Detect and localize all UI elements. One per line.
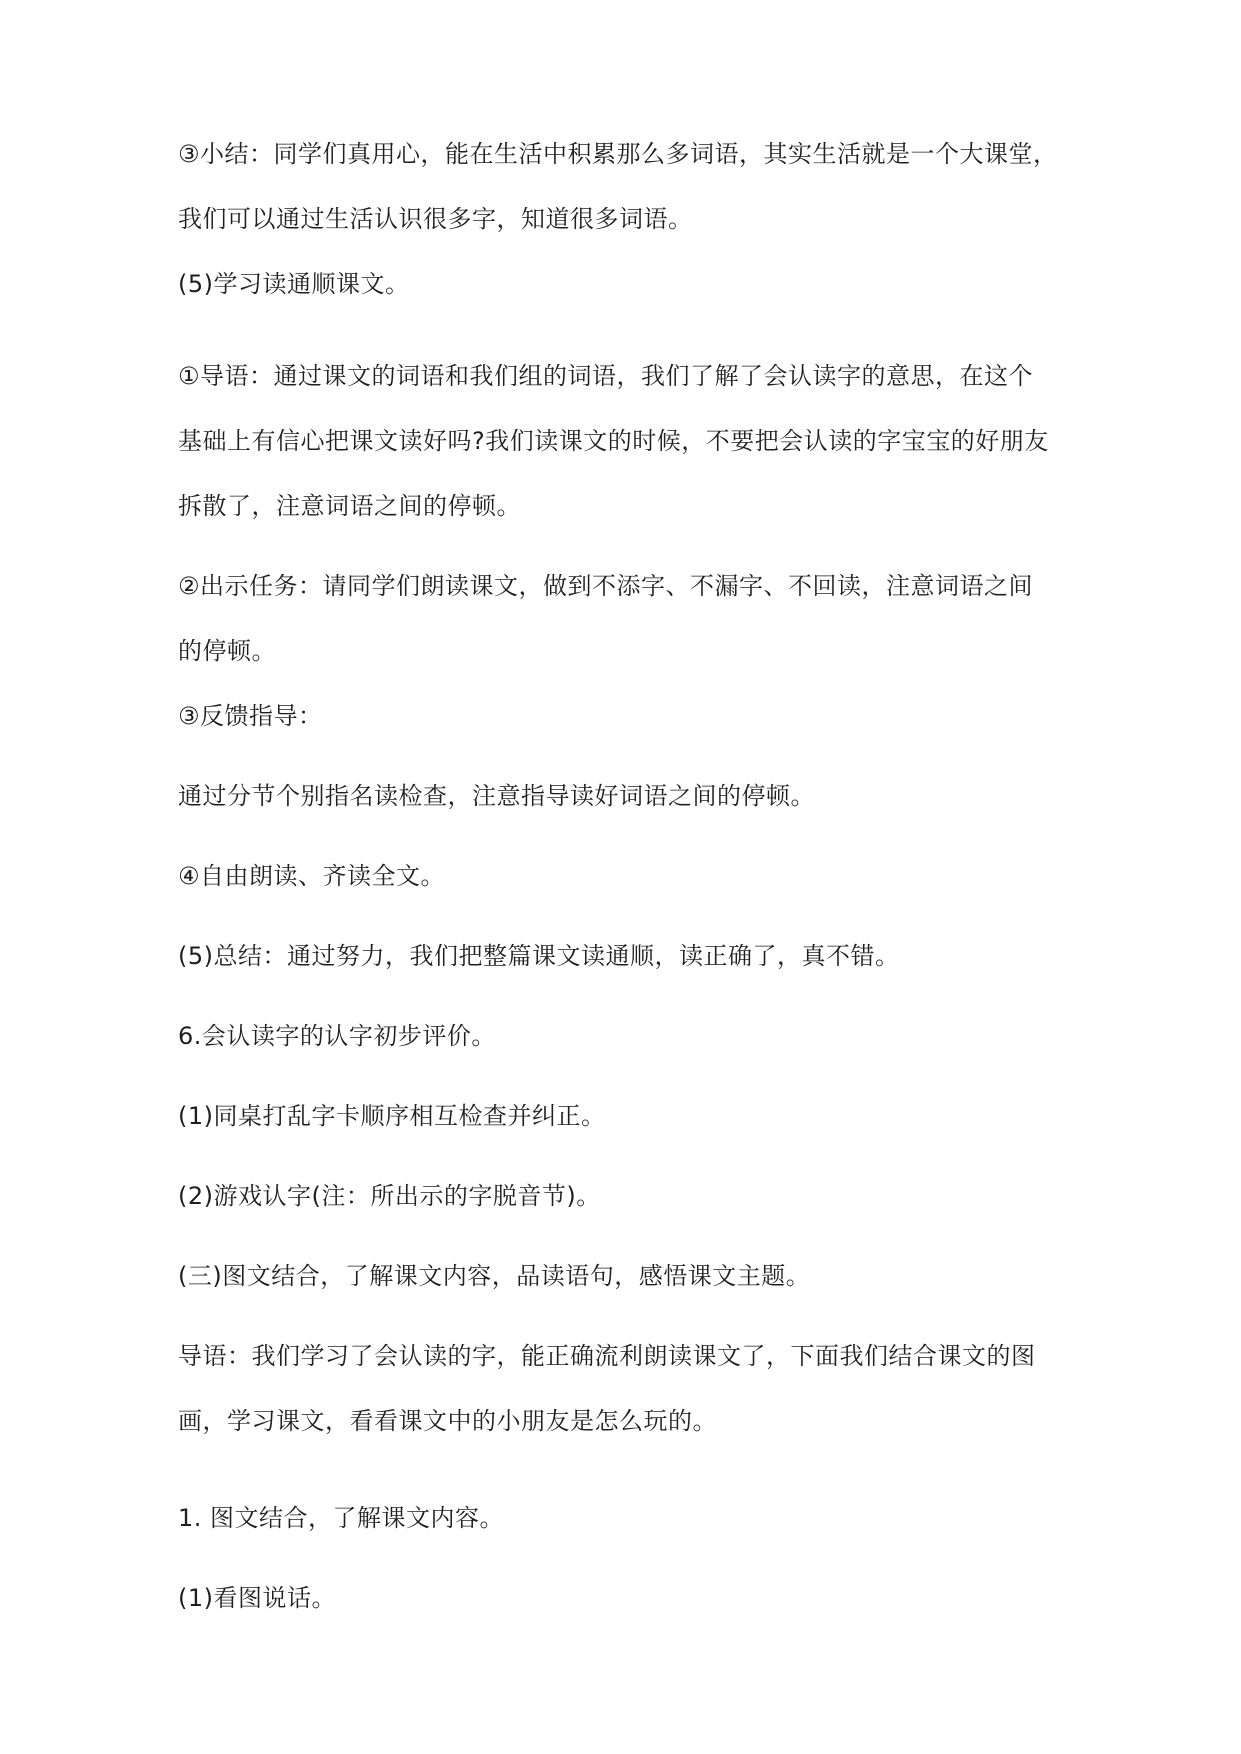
paragraph-guide xyxy=(178,1324,1078,1454)
text-line: ③小结：同学们真用心，能在生活中积累那么多词语，其实生活就是一个大课堂， xyxy=(178,140,1058,168)
paragraph-section-5-heading xyxy=(178,252,1078,317)
text-line: 1. 图文结合，了解课文内容。 xyxy=(178,1504,505,1532)
text-line: ④自由朗读、齐读全文。 xyxy=(178,862,446,890)
text-line: 通过分节个别指名读检查，注意指导读好词语之间的停顿。 xyxy=(178,782,815,810)
text-line: ③反馈指导： xyxy=(178,702,323,730)
text-line: (5)学习读通顺课文。 xyxy=(178,270,410,298)
text-line: 的停顿。 xyxy=(178,637,276,665)
paragraph-section-3-heading xyxy=(178,1244,1078,1309)
paragraph-section-1-heading xyxy=(178,1486,1078,1551)
text-line: (1)同桌打乱字卡顺序相互检查并纠正。 xyxy=(178,1102,606,1130)
text-line: (三)图文结合，了解课文内容，品读语句，感悟课文主题。 xyxy=(178,1262,811,1290)
paragraph-intro xyxy=(178,344,1078,539)
paragraph-section-6-heading xyxy=(178,1004,1078,1069)
paragraph-summary-2 xyxy=(178,924,1078,989)
paragraph-picture-talk xyxy=(178,1566,1078,1631)
text-line: 6.会认读字的认字初步评价。 xyxy=(178,1022,496,1050)
text-line: (2)游戏认字(注：所出示的字脱音节)。 xyxy=(178,1182,601,1210)
paragraph-feedback-heading xyxy=(178,684,1078,749)
text-line: (5)总结：通过努力，我们把整篇课文读通顺，读正确了，真不错。 xyxy=(178,942,900,970)
paragraph-feedback xyxy=(178,764,1078,829)
paragraph-item-2 xyxy=(178,1164,1078,1229)
paragraph-item-1 xyxy=(178,1084,1078,1149)
paragraph-free-reading xyxy=(178,844,1078,909)
text-line: 拆散了，注意词语之间的停顿。 xyxy=(178,492,521,520)
paragraph-summary-1 xyxy=(178,122,1078,252)
text-line: 画，学习课文，看看课文中的小朋友是怎么玩的。 xyxy=(178,1407,717,1435)
text-line: (1)看图说话。 xyxy=(178,1584,336,1612)
text-line: 导语：我们学习了会认读的字，能正确流利朗读课文了，下面我们结合课文的图 xyxy=(178,1342,1036,1370)
text-line: ②出示任务：请同学们朗读课文，做到不添字、不漏字、不回读，注意词语之间 xyxy=(178,572,1034,600)
paragraph-task xyxy=(178,554,1078,684)
text-line: ①导语：通过课文的词语和我们组的词语，我们了解了会认读字的意思，在这个 xyxy=(178,362,1034,390)
text-line: 基础上有信心把课文读好吗?我们读课文的时候，不要把会认读的字宝宝的好朋友 xyxy=(178,427,1049,455)
text-line: 我们可以通过生活认识很多字，知道很多词语。 xyxy=(178,205,693,233)
